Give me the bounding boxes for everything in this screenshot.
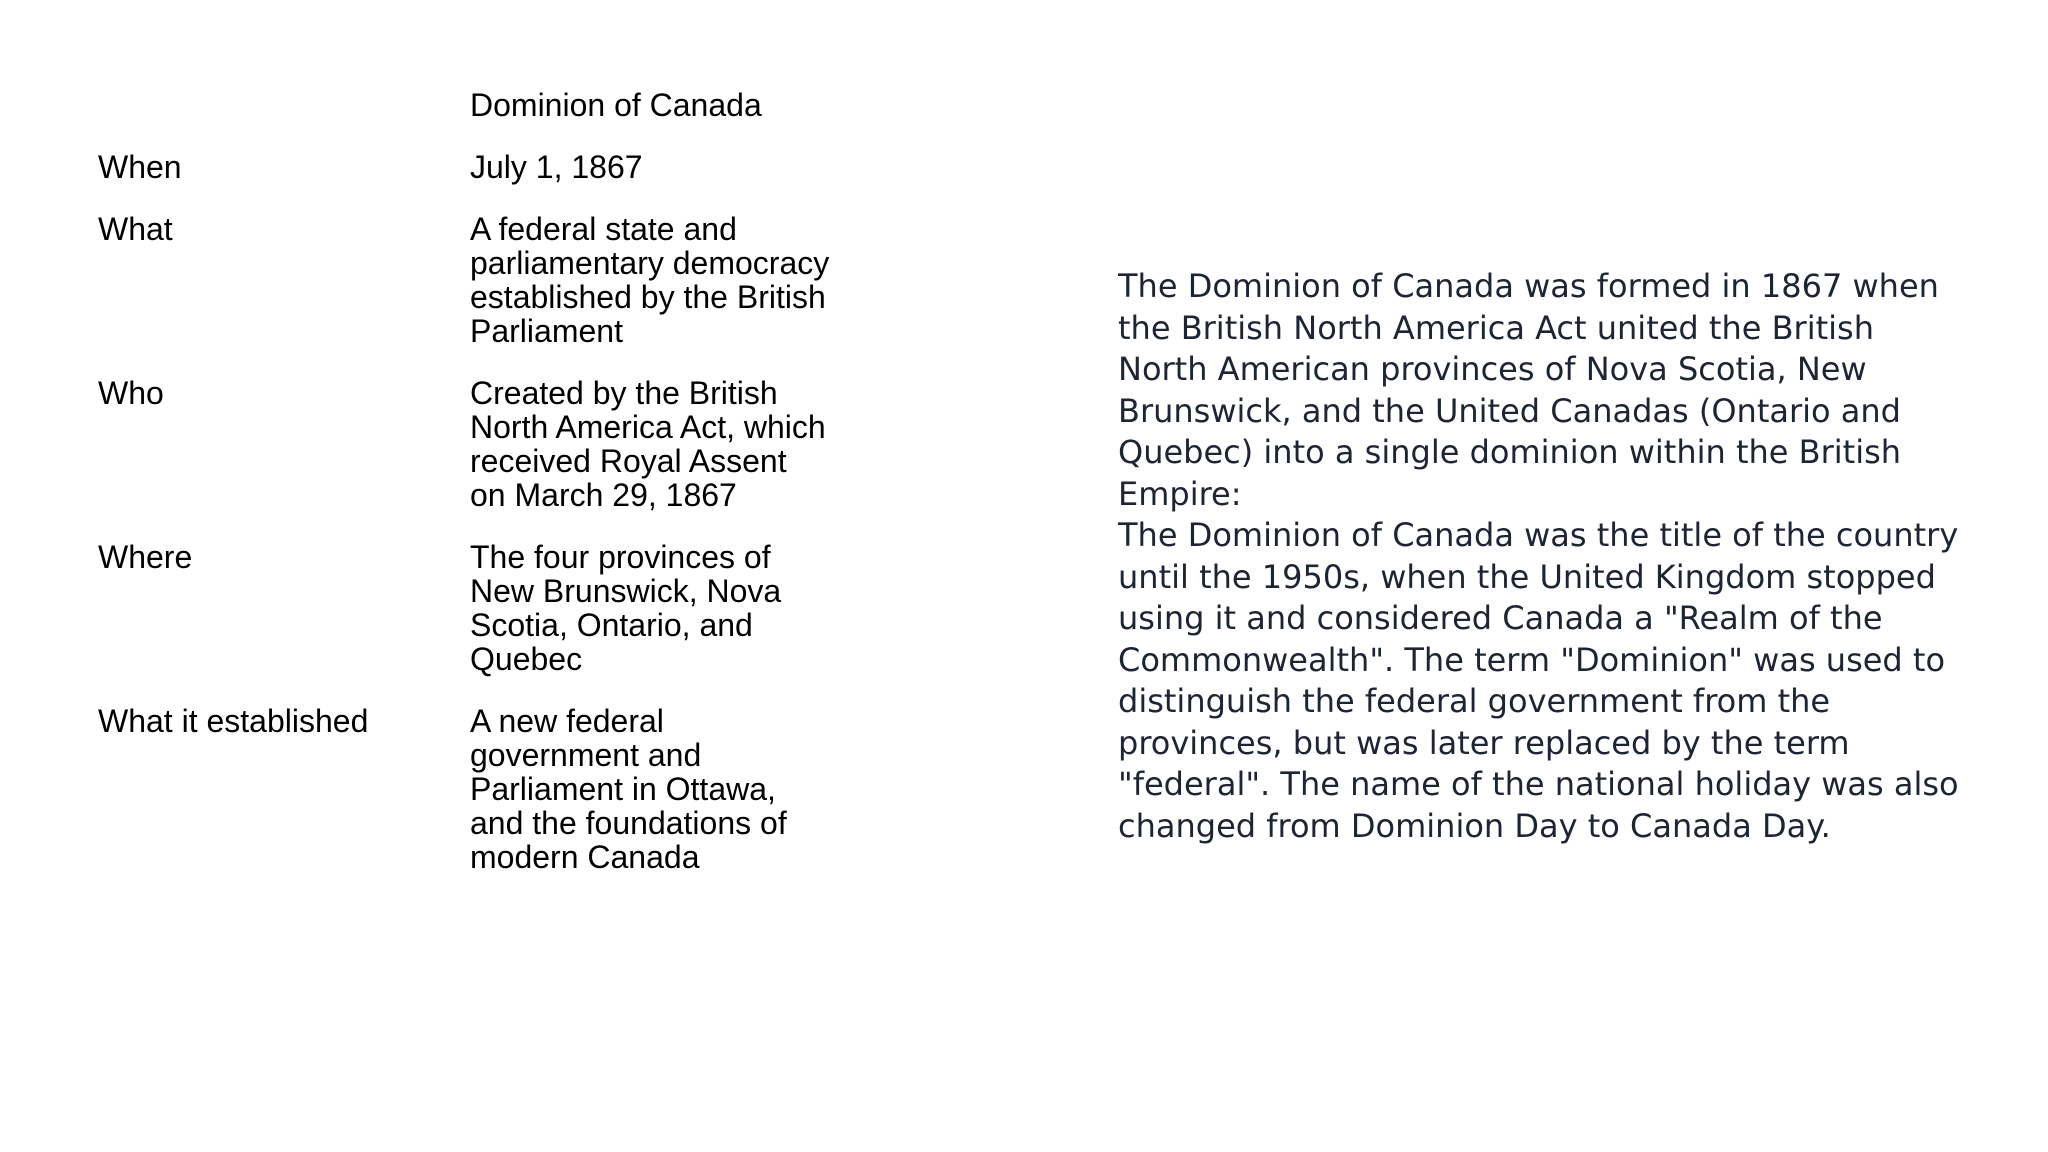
row-value-who: Created by the British North America Act, which received Royal Assent on March 29, 1867 [470, 375, 826, 513]
row-label-who: Who [98, 375, 164, 411]
row-label-established: What it established [98, 703, 369, 739]
body-paragraph-formation: The Dominion of Canada was formed in 1867 when the British North America Act united the British North American provinces of Nova Scotia, New Brunswick, and the United Canadas (Ontario and Quebec) into a single dominion within the British Empire: [1118, 267, 1939, 513]
row-value-what: A federal state and parliamentary democracy established by the British Parliament [470, 211, 830, 349]
table-row [98, 150, 830, 212]
table-row [98, 540, 830, 704]
facts-table [98, 88, 830, 902]
table-row [98, 704, 830, 902]
row-value-where: The four provinces of New Brunswick, Nova Scotia, Ontario, and Quebec [470, 539, 782, 677]
body-text [1118, 266, 1968, 847]
table-row [98, 376, 830, 540]
table-header-label [98, 88, 470, 150]
row-label-when: When [98, 149, 182, 185]
row-label-where: Where [98, 539, 193, 575]
row-value-established: A new federal government and Parliament in Ottawa, and the foundations of modern Canada [470, 703, 787, 875]
table-header-row [98, 88, 830, 150]
table-header-title: Dominion of Canada [470, 87, 762, 123]
row-value-when: July 1, 1867 [470, 149, 643, 185]
table-row [98, 212, 830, 376]
body-paragraph-title-history: The Dominion of Canada was the title of the country until the 1950s, when the United Kingdom stopped using it and considered Canada a "Realm of the Commonwealth". The term "Dominion" was used to distinguish the federal government from the provinces, but was later replaced by the term "federal". The name of the national holiday was also changed from Dominion Day to Canada Day. [1118, 516, 1959, 845]
row-label-what: What [98, 211, 173, 247]
